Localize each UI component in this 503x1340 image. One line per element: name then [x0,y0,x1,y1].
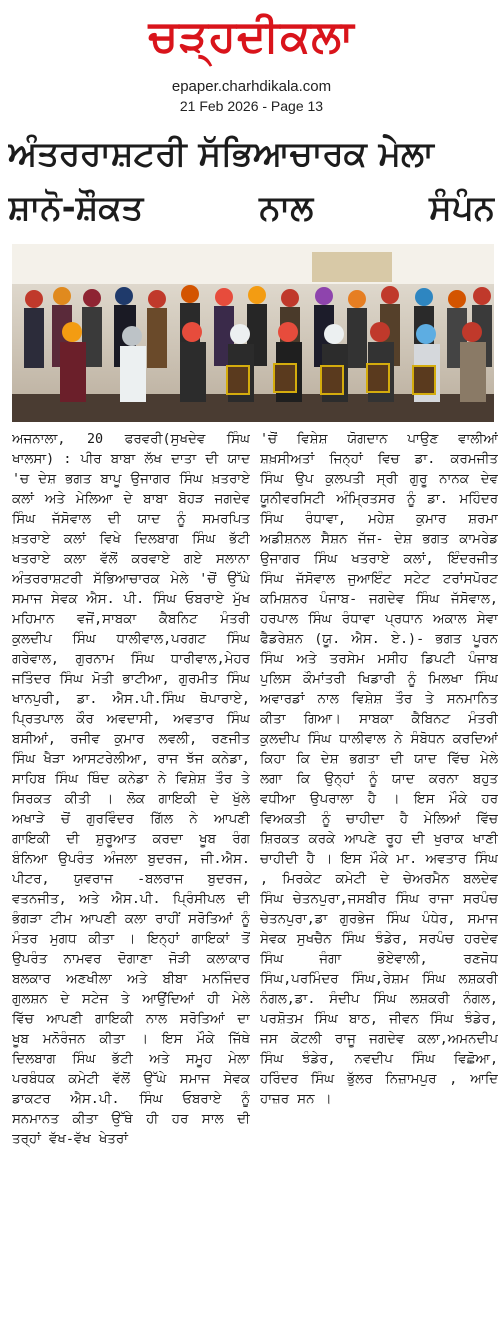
article-column-1 [12,430,250,1335]
newspaper-logo[interactable]: ਚੜ੍ਹਦੀਕਲਾ [148,11,355,62]
event-group-photo [12,244,494,422]
article-text-column-1: ਅਜਨਾਲਾ, 20 ਫਰਵਰੀ(ਸੁਖਦੇਵ ਸਿੰਘ ਖਾਲਸਾ) : ਪੀਰ ਬਾਬਾ ਲੱਖ ਦਾਤਾ ਦੀ ਯਾਦ 'ਚ ਦੇਸ਼ ਭਗਤ ਬਾਪੂ ਉਜਾਗਰ ਸਿੰਘ ਖ਼ਤਰਾਏ ਕਲਾਂ ਅਤੇ ਮੇਲਿਆ ਦੇ ਬਾਬਾ ਬੋਹੜ ਜਗਦੇਵ ਸਿੰਘ ਜੱਸੋਵਾਲ ਦੀ ਯਾਦ ਨੂੰ ਸਮਰਪਿਤ ਖ਼ਤਰਾਏ ਕਲਾਂ ਵਿਖੇ ਦਿਲਬਾਗ ਸਿੰਘ ਭੱਟੀ ਖਤਰਾਏ ਕਲਾ ਵੱਲੋਂ ਕਰਵਾਏ ਗਏ ਸਲਾਨਾ ਅੰਤਰਰਾਸ਼ਟਰੀ ਸੱਭਿਆਚਾਰਕ ਮੇਲੇ 'ਚੋਂ ਉੱਘੇ ਸਮਾਜ ਸੇਵਕ ਐਸ. ਪੀ. ਸਿੰਘ ਓਬਰਾਏ ਮੁੱਖ ਮਹਿਮਾਨ ਵਜੋਂ,ਸਾਬਕਾ ਕੈਬਨਿਟ ਮੰਤਰੀ ਕੁਲਦੀਪ ਸਿੰਘ ਧਾਲੀਵਾਲ,ਪਰਗਟ ਸਿੰਘ ਗਰੇਵਾਲ, ਗੁਰਨਾਮ ਸਿੰਘ ਧਾਰੀਵਾਲ,ਮੇਹਰ ਜਤਿੰਦਰ ਸਿੰਘ ਮੋਤੀ ਭਾਟੀਆ, ਗੁਰਮੀਤ ਸਿੰਘ ਖਾਨਪੁਰੀ, ਡਾ. ਐਸ.ਪੀ.ਸਿੰਘ ਥੋਪਾਰਾਏ, ਪ੍ਰਿਤਪਾਲ ਕੌਰ ਅਵਦਾਸੀ, ਅਵਤਾਰ ਸਿੰਘ ਬਸੀਆਂ, ਰਜੀਵ ਕੁਮਾਰ ਲਵਲੀ, ਰਣਜੀਤ ਸਿੰਘ ਖੈੜਾ ਆਸਟਰੇਲੀਆ, ਰਾਜ ਝੱਜ ਕਨੇਡਾ, ਸਾਹਿਬ ਸਿੰਘ ਥਿੰਦ ਕਨੇਡਾ ਨੇ ਵਿਸ਼ੇਸ਼ ਤੌਰ ਤੇ ਸਿਰਕਤ ਕੀਤੀ । ਲੋਕ ਗਾਇਕੀ ਦੇ ਖੁੱਲੇ ਅਖਾੜੇ ਚੋਂ ਗੁਰਵਿੰਦਰ ਗਿੱਲ ਨੇ ਆਪਣੀ ਗਾਇਕੀ ਦੀ ਸ਼ੁਰੂਆਤ ਕਰਦਾ ਖੂਬ ਰੰਗ ਬੰਨਿਆ ਉਪਰੰਤ ਅੰਜਲਾ ਬੁਦਰਜ, ਜੀ.ਐਸ. ਪੀਟਰ, ਯੁਵਰਾਜ -ਬਲਰਾਜ ਬੁਦਰਜ, ਵਤਨਜੀਤ, ਅਤੇ ਐਸ.ਪੀ. ਪ੍ਰਿੰਸੀਪਲ ਦੀ ਭੰਗੜਾ ਟੀਮ ਆਪਣੀ ਕਲਾ ਰਾਹੀਂ ਸਰੋਤਿਆਂ ਨੂੰ ਮੰਤਰ ਮੁਗਧ ਕੀਤਾ । ਇਨ੍ਹਾਂ ਗਾਇਕਾਂ ਤੋਂ ਉਪਰੰਤ ਨਾਮਵਰ ਦੋਗਾਣਾ ਜੋੜੀ ਕਲਾਕਾਰ ਬਲਕਾਰ ਅਣਖੀਲਾ ਅਤੇ ਬੀਬਾ ਮਨਜਿੰਦਰ ਗੁਲਸ਼ਨ ਦੇ ਸਟੇਜ ਤੇ ਆਉਂਦਿਆਂ ਹੀ ਮੇਲੇ ਵਿੱਚ ਆਪਣੀ ਗਾਇਕੀ ਨਾਲ ਸਰੋਤਿਆਂ ਦਾ ਖੂਬ ਮਨੋਰੰਜਨ ਕੀਤਾ । ਇਸ ਮੌਕੇ ਜਿੱਥੇ ਦਿਲਬਾਗ ਸਿੰਘ ਭੱਟੀ ਅਤੇ ਸਮੂਹ ਮੇਲਾ ਪਰਬੰਧਕ ਕਮੇਟੀ ਵੱਲੋਂ ਉੱਘੇ ਸਮਾਜ ਸੇਵਕ ਡਾਕਟਰ ਐਸ.ਪੀ. ਸਿੰਘ ਓਬਰਾਏ ਨੂੰ ਸਨਮਾਨਤ ਕੀਤਾ ਉੱਥੇ ਹੀ ਹਰ ਸਾਲ ਦੀ ਤਰ੍ਹਾਂ ਵੱਖ-ਵੱਖ ਖੇਤਰਾਂ [12,432,250,1147]
headline-line-2: ਸ਼ਾਨੋ-ਸ਼ੌਕਤ ਨਾਲ ਸੰਪੰਨ [8,188,495,228]
article-text-column-2: 'ਚੋਂ ਵਿਸ਼ੇਸ਼ ਯੋਗਦਾਨ ਪਾਉਣ ਵਾਲੀਆਂ ਸ਼ਖ਼ਸੀਅਤਾਂ ਜਿਨ੍ਹਾਂ ਵਿਚ ਡਾ. ਕਰਮਜੀਤ ਸਿੰਘ ਉਪ ਕੁਲਪਤੀ ਸ੍ਰੀ ਗੁਰੂ ਨਾਨਕ ਦੇਵ ਯੂਨੀਵਰਸਿਟੀ ਅੰਮ੍ਰਿਤਸਰ ਨੂੰ ਡਾ. ਮਹਿੰਦਰ ਸਿੰਘ ਰੰਧਾਵਾ, ਮਹੇਸ਼ ਕੁਮਾਰ ਸ਼ਰਮਾ ਅਡੀਸ਼ਨਲ ਸੈਸ਼ਨ ਜੱਜ- ਦੇਸ਼ ਭਗਤ ਕਾਮਰੇਡ ਉਜਾਗਰ ਸਿੰਘ ਖਤਰਾਏ ਕਲਾਂ, ਇੰਦਰਜੀਤ ਸਿੰਘ ਜੱਸੋਵਾਲ ਜੁਆਇੰਟ ਸਟੇਟ ਟਰਾਂਸਪੋਰਟ ਕਮਿਸ਼ਨਰ ਪੰਜਾਬ- ਜਗਦੇਵ ਸਿੰਘ ਜੱਸੋਵਾਲ, ਹਰਪਾਲ ਸਿੰਘ ਰੰਧਾਵਾ ਪ੍ਰਧਾਨ ਅਕਾਲ ਸੇਵਾ ਫੈਡਰੇਸ਼ਨ (ਯੂ. ਐਸ. ਏ.)- ਭਗਤ ਪੂਰਨ ਸਿੰਘ ਅਤੇ ਤਰਸੇਮ ਮਸੀਹ ਡਿਪਟੀ ਪੰਜਾਬ ਪੁਲਿਸ ਕੌਮਾਂਤਰੀ ਖਿਡਾਰੀ ਨੂੰ ਮਿਲਖਾ ਸਿੰਘ ਅਵਾਰਡਾਂ ਨਾਲ ਵਿਸ਼ੇਸ਼ ਤੌਰ ਤੇ ਸਨਮਾਨਿਤ ਕੀਤਾ ਗਿਆ। ਸਾਬਕਾ ਕੈਬਿਨਟ ਮੰਤਰੀ ਕੁਲਦੀਪ ਸਿੰਘ ਧਾਲੀਵਾਲ ਨੇ ਸੰਬੋਧਨ ਕਰਦਿਆਂ ਕਿਹਾ ਕਿ ਦੇਸ਼ ਭਗਤਾ ਦੀ ਯਾਦ ਵਿੱਚ ਮੇਲੇ ਲਗਾ ਕਿ ਉਨ੍ਹਾਂ ਨੂੰ ਯਾਦ ਕਰਨਾ ਬਹੁਤ ਵਧੀਆ ਉਪਰਾਲਾ ਹੈ । ਇਸ ਮੌਕੇ ਹਰ ਵਿਅਕਤੀ ਨੂੰ ਚਾਹੀਦਾ ਹੈ ਮੇਲਿਆਂ ਵਿੱਚ ਸ਼ਿਰਕਤ ਕਰਕੇ ਆਪਣੇ ਰੂਹ ਦੀ ਖੁਰਾਕ ਖਾਣੀ ਚਾਹੀਦੀ ਹੈ । ਇਸ ਮੌਕੇ ਮਾ. ਅਵਤਾਰ ਸਿੰਘ , ਮਿਰਕੇਟ ਕਮੇਟੀ ਦੇ ਚੇਅਰਮੈਨ ਬਲਦੇਵ ਸਿੰਘ ਚੇਤਨਪੁਰਾ,ਜਸਬੀਰ ਸਿੰਘ ਰਾਜਾ ਸਰਪੰਚ ਚੇਤਨਪੁਰਾ,ਡਾ ਗੁਰਭੇਜ ਸਿੰਘ ਪੰਧੇਰ, ਸਮਾਜ ਸੇਵਕ ਸੁਖਚੈਨ ਸਿੰਘ ਝੰਡੇਰ, ਸਰਪੰਚ ਹਰਦੇਵ ਸਿੰਘ ਜੰਗਾ ਭੋਏਵਾਲੀ, ਰਣਜੋਧ ਸਿੰਘ,ਪਰਮਿੰਦਰ ਸਿੰਘ,ਰੇਸ਼ਮ ਸਿੰਘ ਲਸ਼ਕਰੀ ਨੰਗਲ,ਡਾ. ਸੰਦੀਪ ਸਿੰਘ ਲਸ਼ਕਰੀ ਨੰਗਲ, ਪਰਸ਼ੋਤਮ ਸਿੰਘ ਬਾਠ, ਜੀਵਨ ਸਿੰਘ ਝੰਡੇਰ, ਜਸ ਕੋਟਲੀ ਰਾਜੂ ਜਗਦੇਵ ਕਲਾ,ਅਮਨਦੀਪ ਸਿੰਘ ਝੰਡੇਰ, ਨਵਦੀਪ ਸਿੰਘ ਵਿਛੋਆ, ਹਰਿੰਦਰ ਸਿੰਘ ਭੁੱਲਰ ਨਿਜ਼ਾਮਪੁਰ , ਆਦਿ ਹਾਜ਼ਰ ਸਨ । [260,432,498,1107]
epaper-url[interactable]: epaper.charhdikala.com [171,78,332,95]
headline-line-1: ਅੰਤਰਰਾਸ਼ਟਰੀ ਸੱਭਿਆਚਾਰਕ ਮੇਲਾ [8,134,434,174]
masthead [0,0,503,120]
article-column-2 [260,430,498,1335]
edition-date-page: 21 Feb 2026 - Page 13 [179,98,324,114]
